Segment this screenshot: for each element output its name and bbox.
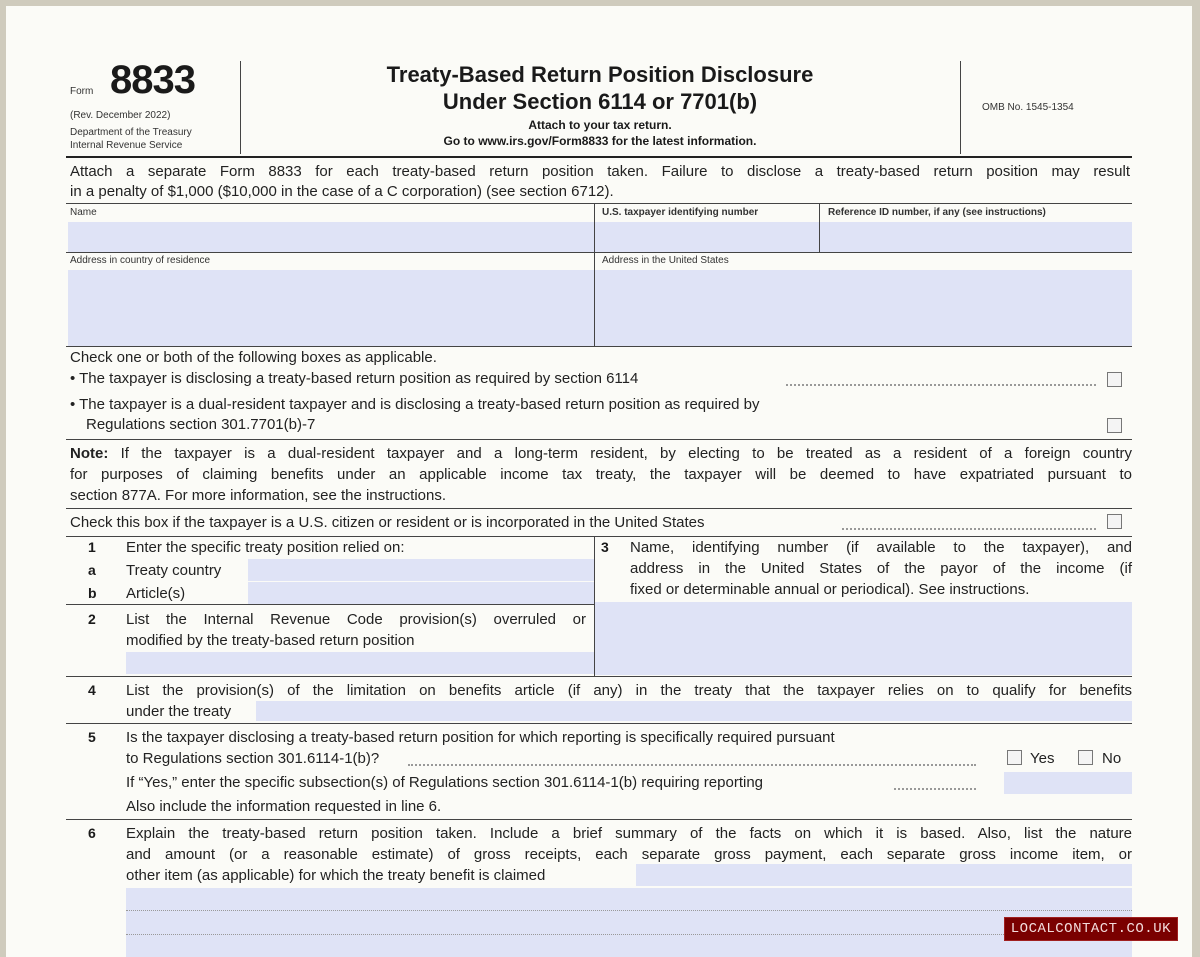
line1-text: Enter the specific treaty position relied on: bbox=[126, 539, 405, 556]
form-title-line2: Under Section 6114 or 7701(b) bbox=[442, 89, 758, 114]
checkbox-us-person[interactable] bbox=[1107, 514, 1122, 529]
checkbox-dual-resident[interactable] bbox=[1107, 418, 1122, 433]
payor-input[interactable] bbox=[595, 602, 1132, 675]
articles-input[interactable] bbox=[248, 582, 594, 604]
line6-text-3: other item (as applicable) for which the treaty benefit is claimed bbox=[126, 867, 546, 884]
intro-line2: in a penalty of $1,000 ($10,000 in the case of a C corporation) (see section 6712). bbox=[70, 183, 614, 200]
note-line2: for purposes of claiming benefits under an applicable income tax treaty, the taxpayer will be deemed to have expatriated pursuant to bbox=[70, 466, 1132, 483]
yes-label: Yes bbox=[1030, 750, 1055, 767]
check-item-dual-line1: • The taxpayer is a dual-resident taxpayer and is disclosing a treaty-based return position as required by bbox=[70, 396, 760, 413]
intro-line1: Attach a separate Form 8833 for each treaty-based return position taken. Failure to disclose a treaty-based return position may result bbox=[70, 163, 1130, 180]
note-label: Note: bbox=[70, 445, 109, 462]
tin-label: U.S. taxpayer identifying number bbox=[602, 207, 759, 218]
address-us-input[interactable] bbox=[595, 270, 1132, 346]
line1b-text: Article(s) bbox=[126, 585, 186, 602]
line3-text-3: fixed or determinable annual or periodical). See instructions. bbox=[630, 581, 1030, 598]
line6-number: 6 bbox=[88, 825, 96, 841]
line2-text-2: modified by the treaty-based return position bbox=[126, 632, 415, 649]
line1-number: 1 bbox=[88, 539, 96, 555]
regulation-subsection-input[interactable] bbox=[1004, 772, 1132, 794]
form-number: 8833 bbox=[110, 58, 195, 102]
explanation-input[interactable] bbox=[126, 888, 1132, 957]
line3-text-2: address in the United States of the payor of the income (if bbox=[630, 560, 1132, 577]
us-person-check-text: Check this box if the taxpayer is a U.S. citizen or resident or is incorporated in the United States bbox=[70, 514, 705, 531]
line5-text-2: to Regulations section 301.6114-1(b)? bbox=[126, 750, 380, 767]
line4-text-1: List the provision(s) of the limitation on benefits article (if any) in the treaty that the taxpayer relies on to qualify for benefits bbox=[126, 682, 1132, 699]
header-divider-left bbox=[240, 61, 241, 154]
watermark-badge: LOCALCONTACT.CO.UK bbox=[1004, 917, 1178, 941]
no-checkbox[interactable] bbox=[1078, 750, 1093, 765]
note-line1: Note: If the taxpayer is a dual-resident taxpayer and a long-term resident, by electing to be treated as a resident of a foreign country bbox=[70, 445, 1132, 462]
line1a-text: Treaty country bbox=[126, 562, 222, 579]
checkbox-section-6114[interactable] bbox=[1107, 372, 1122, 387]
line2-number: 2 bbox=[88, 611, 96, 627]
form-prefix: Form bbox=[70, 86, 94, 97]
address-residence-input[interactable] bbox=[68, 270, 594, 346]
omb-number: OMB No. 1545-1354 bbox=[982, 102, 1074, 113]
line3-text-1: Name, identifying number (if available to the taxpayer), and bbox=[630, 539, 1132, 556]
name-input[interactable] bbox=[68, 222, 594, 252]
revision-date: (Rev. December 2022) bbox=[70, 110, 171, 121]
explanation-input-line1[interactable] bbox=[636, 864, 1132, 886]
line6-text-2: and amount (or a reasonable estimate) of gross receipts, each separate gross payment, each separate gross income item, or bbox=[126, 846, 1132, 863]
yes-checkbox[interactable] bbox=[1007, 750, 1022, 765]
lob-article-input[interactable] bbox=[256, 701, 1132, 721]
goto-instruction: Go to www.irs.gov/Form8833 for the latest information. bbox=[443, 134, 757, 148]
line5-text-1: Is the taxpayer disclosing a treaty-based return position for which reporting is specifically required pursuant bbox=[126, 729, 835, 746]
check-intro: Check one or both of the following boxes as applicable. bbox=[70, 349, 437, 366]
no-label: No bbox=[1102, 750, 1122, 767]
reference-id-input[interactable] bbox=[820, 222, 1132, 252]
service-label: Internal Revenue Service bbox=[70, 140, 183, 151]
treaty-country-input[interactable] bbox=[248, 559, 594, 581]
header-rule bbox=[66, 156, 1132, 158]
line5-text-3: If “Yes,” enter the specific subsection(s) of Regulations section 301.6114-1(b) requiring reporting bbox=[126, 774, 764, 791]
name-label: Name bbox=[70, 207, 97, 218]
tin-input[interactable] bbox=[595, 222, 819, 252]
form-title-line1: Treaty-Based Return Position Disclosure bbox=[386, 62, 814, 87]
reference-id-label: Reference ID number, if any (see instructions) bbox=[828, 207, 1046, 218]
intro-rule bbox=[66, 203, 1132, 204]
line4-text-2: under the treaty bbox=[126, 703, 232, 720]
line4-number: 4 bbox=[88, 682, 96, 698]
line1b-letter: b bbox=[88, 585, 97, 601]
attach-instruction: Attach to your tax return. bbox=[528, 118, 672, 132]
line3-number: 3 bbox=[601, 539, 609, 555]
check-item-6114: • The taxpayer is disclosing a treaty-based return position as required by section 6114 bbox=[70, 370, 639, 387]
address-us-label: Address in the United States bbox=[602, 255, 729, 266]
check-item-dual-line2: Regulations section 301.7701(b)-7 bbox=[86, 416, 316, 433]
line1a-letter: a bbox=[88, 562, 96, 578]
irc-provision-input[interactable] bbox=[126, 652, 594, 674]
header-divider-right bbox=[960, 61, 961, 154]
form-page bbox=[6, 6, 1192, 957]
address-residence-label: Address in country of residence bbox=[70, 255, 211, 266]
line6-text-1: Explain the treaty-based return position taken. Include a brief summary of the facts on which it is based. Also, list the nature bbox=[126, 825, 1132, 842]
line5-number: 5 bbox=[88, 729, 96, 745]
note-line3: section 877A. For more information, see the instructions. bbox=[70, 487, 447, 504]
department-label: Department of the Treasury bbox=[70, 127, 192, 138]
line5-text-4: Also include the information requested in line 6. bbox=[126, 798, 442, 815]
line2-text-1: List the Internal Revenue Code provision(s) overruled or bbox=[126, 611, 586, 628]
